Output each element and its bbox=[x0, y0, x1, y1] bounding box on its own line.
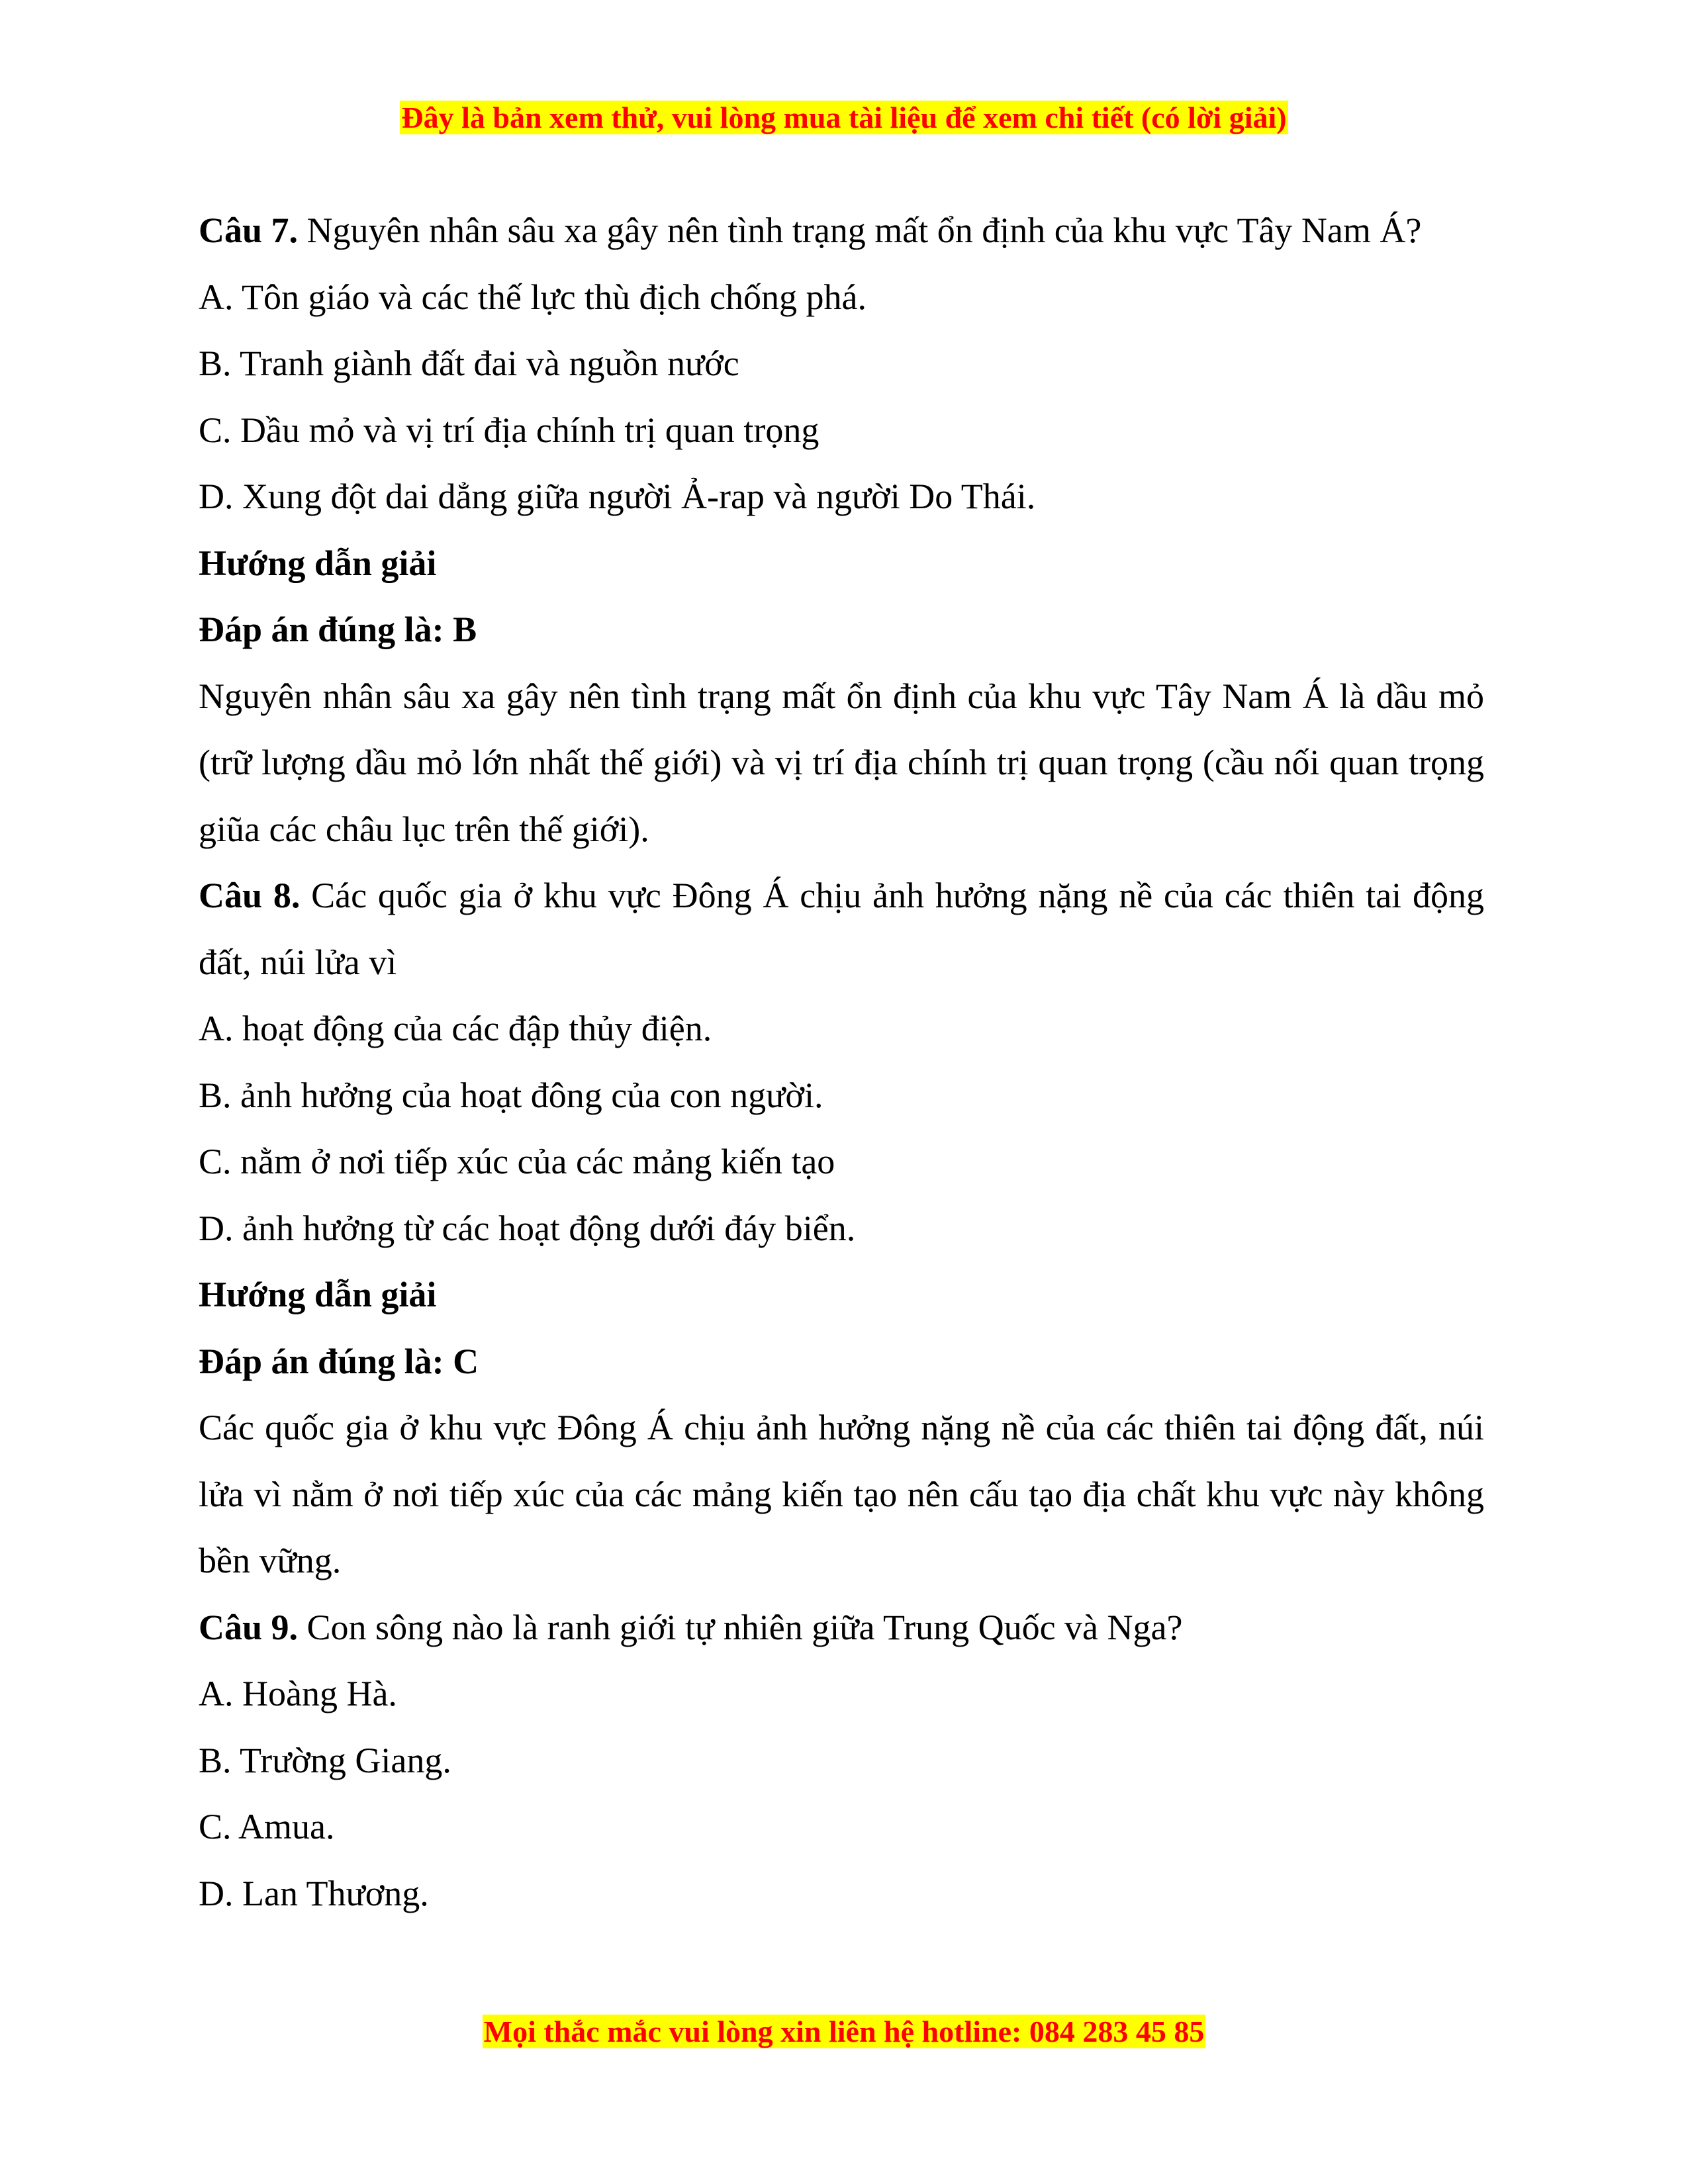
hotline-text: Mọi thắc mắc vui lòng xin liên hệ hotline: 084 283 45 85 bbox=[483, 2015, 1205, 2048]
question-7-option-b: B. Tranh giành đất đai và nguồn nước bbox=[199, 343, 739, 383]
question-7-explanation: Nguyên nhân sâu xa gây nên tình trạng mất ổn định của khu vực Tây Nam Á là dầu mỏ (trữ lượng dầu mỏ lớn nhất thế giới) và vị trí địa chính trị quan trọng (cầu nối quan trọng giũa các châu lục trên thế giới). bbox=[199, 676, 1484, 849]
question-9-option-d: D. Lan Thương. bbox=[199, 1873, 429, 1913]
question-8-option-a: A. hoạt động của các đập thủy điện. bbox=[199, 1009, 712, 1048]
document-body bbox=[199, 197, 1484, 1927]
question-8-answer: Đáp án đúng là: C bbox=[199, 1341, 479, 1381]
question-7-guide-title: Hướng dẫn giải bbox=[199, 543, 437, 583]
preview-notice-text: Đây là bản xem thử, vui lòng mua tài liệu để xem chi tiết (có lời giải) bbox=[401, 101, 1287, 134]
question-9-text: Con sông nào là ranh giới tự nhiên giữa Trung Quốc và Nga? bbox=[298, 1607, 1183, 1647]
question-7 bbox=[199, 197, 1484, 264]
question-7-option-a: A. Tôn giáo và các thế lực thù địch chống phá. bbox=[199, 277, 867, 317]
question-7-label: Câu 7. bbox=[199, 210, 299, 250]
question-8-explanation: Các quốc gia ở khu vực Đông Á chịu ảnh hưởng nặng nề của các thiên tai động đất, núi lửa vì nằm ở nơi tiếp xúc của các mảng kiến tạo nên cấu tạo địa chất khu vực này không bền vững. bbox=[199, 1408, 1484, 1580]
question-8-option-c: C. nằm ở nơi tiếp xúc của các mảng kiến tạo bbox=[199, 1142, 835, 1181]
question-8-option-b: B. ảnh hưởng của hoạt đông của con người. bbox=[199, 1075, 823, 1115]
question-8-label: Câu 8. bbox=[199, 876, 301, 915]
question-7-option-d: D. Xung đột dai dẳng giữa người Ả-rap và người Do Thái. bbox=[199, 477, 1036, 516]
preview-notice-banner bbox=[0, 98, 1688, 138]
question-8 bbox=[199, 862, 1484, 995]
question-9-option-a: A. Hoàng Hà. bbox=[199, 1674, 397, 1713]
question-8-guide-title: Hướng dẫn giải bbox=[199, 1275, 437, 1314]
question-9-label: Câu 9. bbox=[199, 1607, 299, 1647]
hotline-banner bbox=[0, 2012, 1688, 2052]
question-7-answer: Đáp án đúng là: B bbox=[199, 610, 477, 649]
question-7-text: Nguyên nhân sâu xa gây nên tình trạng mất ổn định của khu vực Tây Nam Á? bbox=[298, 210, 1422, 250]
question-7-option-c: C. Dầu mỏ và vị trí địa chính trị quan trọng bbox=[199, 410, 820, 450]
question-9-option-c: C. Amua. bbox=[199, 1807, 335, 1846]
question-9-option-b: B. Trường Giang. bbox=[199, 1740, 451, 1780]
question-8-text: Các quốc gia ở khu vực Đông Á chịu ảnh hưởng nặng nề của các thiên tai động đất, núi lửa vì bbox=[199, 876, 1484, 982]
question-8-option-d: D. ảnh hưởng từ các hoạt động dưới đáy biển. bbox=[199, 1208, 856, 1248]
question-9 bbox=[199, 1594, 1484, 1661]
